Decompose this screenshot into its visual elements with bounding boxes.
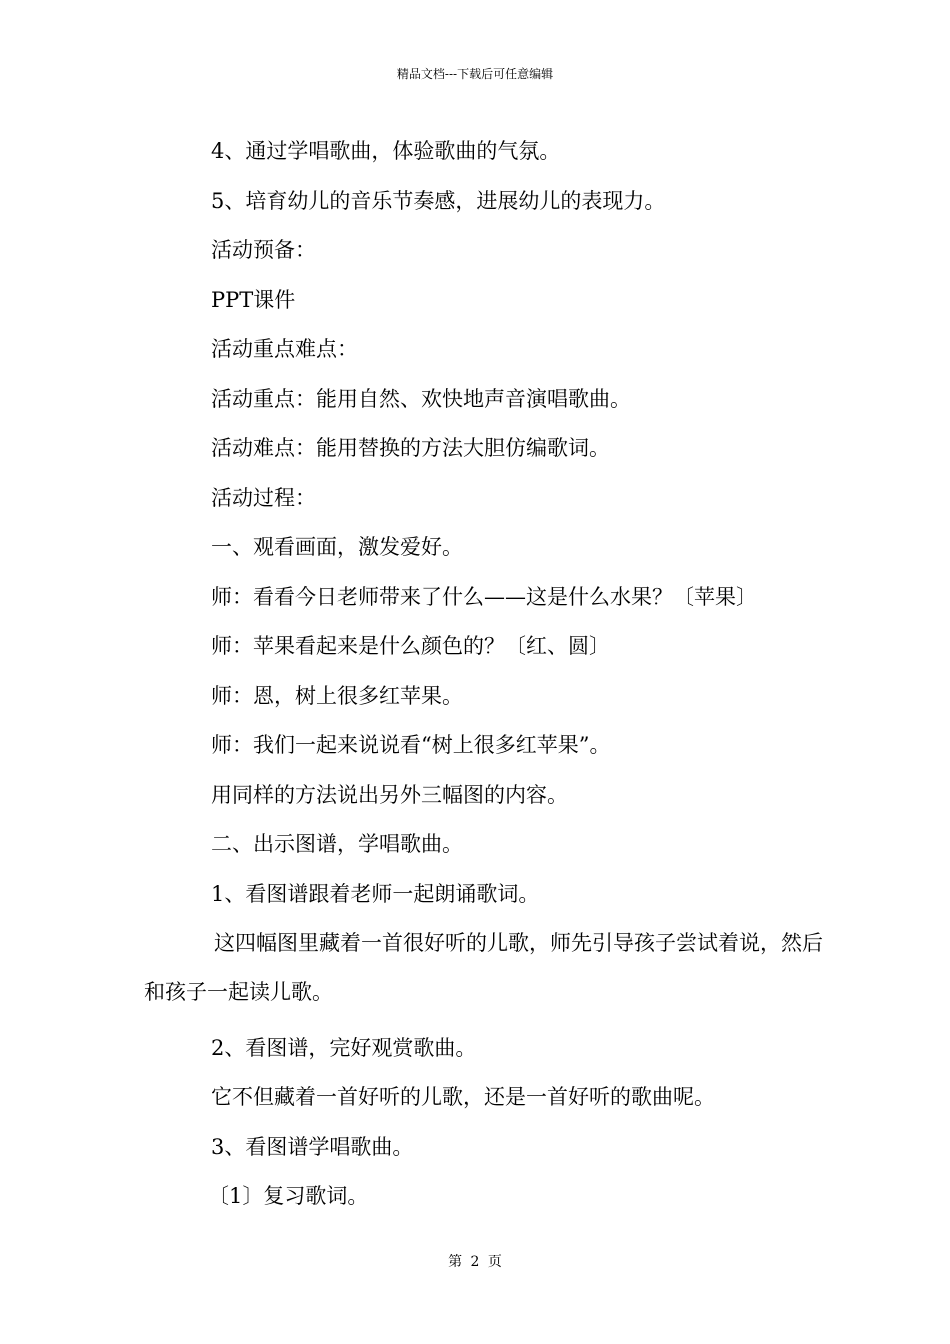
heading-key-points: 活动重点难点： — [211, 337, 358, 361]
step-1: 1、看图谱跟着老师一起朗诵歌词。 — [211, 881, 540, 906]
substep-1: 〔1〕复习歌词。 — [208, 1184, 369, 1208]
step-2: 2、看图谱，完好观赏歌曲。 — [211, 1035, 477, 1060]
paragraph-ppt: PPT课件 — [211, 287, 296, 312]
section-two-title: 二、出示图谱，学唱歌曲。 — [211, 832, 463, 856]
paragraph-goal-5: 5、培育幼儿的音乐节奏感，进展幼儿的表现力。 — [211, 188, 666, 213]
dialogue-line-3: 师：恩，树上很多红苹果。 — [211, 683, 463, 708]
heading-process: 活动过程： — [211, 485, 316, 510]
dialogue-line-2: 师：苹果看起来是什么颜色的？〔红、圆〕 — [211, 634, 610, 658]
paragraph-four-pictures: 这四幅图里藏着一首很好听的儿歌，师先引导孩子尝试着说，然后和孩子一起读儿歌。 — [144, 931, 823, 1004]
page-footer: 第 2 页 — [448, 1254, 502, 1270]
paragraph-goal-4: 4、通过学唱歌曲，体验歌曲的气氛。 — [211, 139, 561, 163]
dialogue-line-4: 师：我们一起来说说看“树上很多红苹果”。 — [211, 733, 611, 757]
paragraph-difficulty: 活动难点：能用替换的方法大胆仿编歌词。 — [211, 436, 610, 460]
heading-preparation: 活动预备： — [211, 238, 316, 262]
paragraph-key-point: 活动重点：能用自然、欢快地声音演唱歌曲。 — [211, 386, 631, 411]
section-one-title: 一、观看画面，激发爱好。 — [211, 535, 463, 559]
document-body — [144, 133, 834, 1228]
paragraph-song: 它不但藏着一首好听的儿歌，还是一首好听的歌曲呢。 — [211, 1085, 715, 1109]
step-3: 3、看图谱学唱歌曲。 — [211, 1134, 414, 1159]
page-header: 精品文档---下载后可任意编辑 — [396, 67, 554, 81]
paragraph-same-method: 用同样的方法说出另外三幅图的内容。 — [211, 782, 568, 807]
dialogue-line-1: 师：看看今日老师带来了什么——这是什么水果？〔苹果〕 — [211, 584, 757, 609]
